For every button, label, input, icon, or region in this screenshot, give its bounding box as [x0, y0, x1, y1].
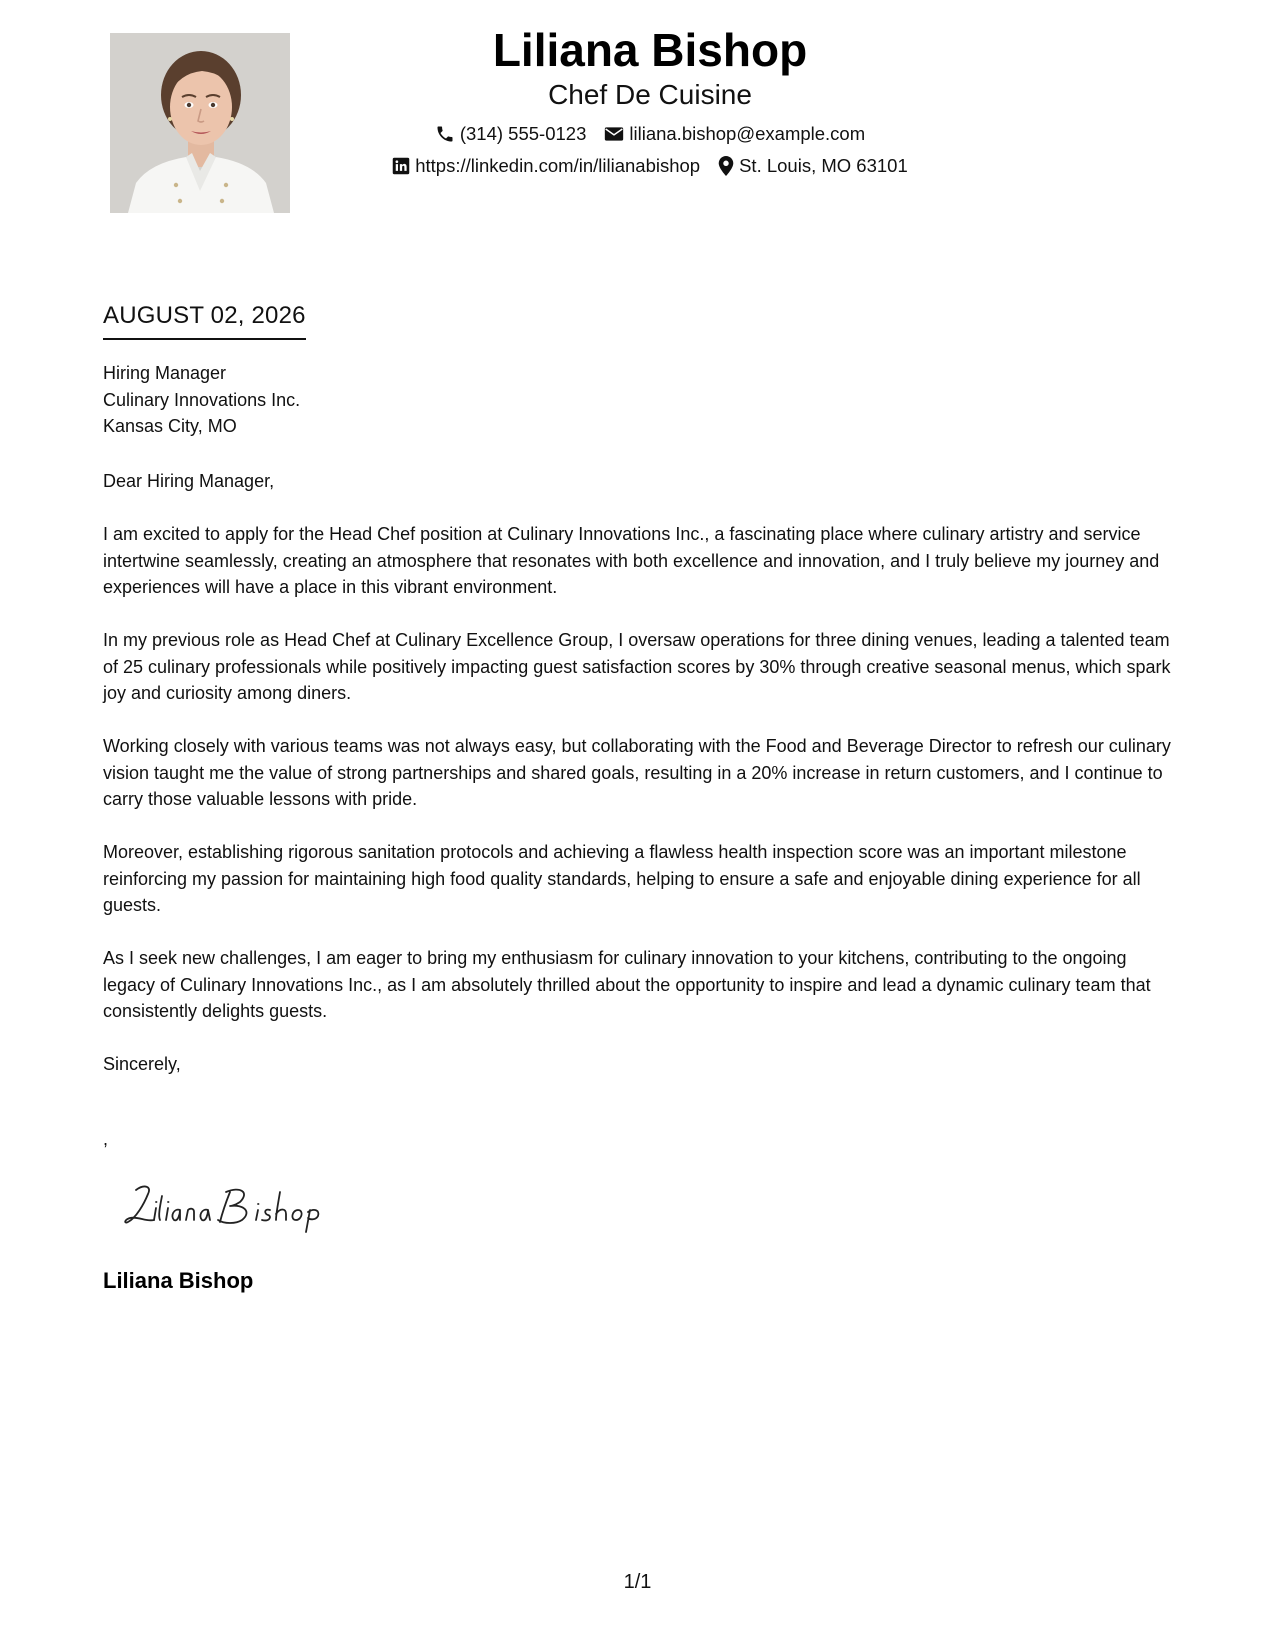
salutation: Dear Hiring Manager, — [103, 471, 275, 491]
page-number: 1/1 — [623, 1571, 652, 1593]
email-text: liliana.bishop@example.com — [629, 123, 866, 144]
letter-date: AUGUST 02, 2026 — [103, 300, 306, 340]
body-paragraph: I am excited to apply for the Head Chef position at Culinary Innovations Inc., a fascinating place where culinary artistry and service intertwine seamlessly, creating an atmosphere that resonates with both excellence and innovation, and I truly believe my journey and experiences will have a place in this vibrant environment. — [103, 524, 1160, 597]
contact-row-1 — [340, 122, 960, 146]
signature-image — [118, 1178, 348, 1238]
contact-phone[interactable] — [435, 122, 587, 146]
envelope-icon — [604, 126, 624, 142]
applicant-name: Liliana Bishop — [492, 24, 808, 76]
body-paragraph: Working closely with various teams was not always easy, but collaborating with the Food and Beverage Director to refresh our culinary vision taught me the value of strong partnerships and shared goals, resulting in a 20% increase in return customers, and I continue to carry those valuable lessons with pride. — [103, 736, 1171, 809]
comma-line: , — [103, 1129, 109, 1149]
map-pin-icon — [718, 156, 734, 176]
letter-body — [103, 468, 1178, 1104]
recipient-line: Hiring Manager — [103, 363, 227, 383]
job-title: Chef De Cuisine — [548, 79, 752, 110]
signer-name: Liliana Bishop — [103, 1268, 254, 1293]
recipient-company: Culinary Innovations Inc. — [103, 389, 301, 410]
profile-photo — [110, 33, 290, 213]
handwritten-signature — [118, 1178, 348, 1243]
phone-text: (314) 555-0123 — [459, 123, 587, 144]
body-paragraph: In my previous role as Head Chef at Culinary Excellence Group, I oversaw operations for three dining venues, leading a talented team of 25 culinary professionals while positively impacting guest satisfaction scores by 30% through creative seasonal menus, which spark joy and curiosity among diners. — [103, 630, 1171, 703]
contact-row-2 — [340, 154, 960, 178]
linkedin-text: https://linkedin.com/in/lilianabishop — [415, 155, 701, 176]
contact-linkedin[interactable] — [392, 154, 700, 178]
chef-portrait-image — [110, 33, 290, 213]
resume-header — [340, 22, 960, 178]
body-paragraph: As I seek new challenges, I am eager to bring my enthusiasm for culinary innovation to your kitchens, contributing to the ongoing legacy of Culinary Innovations Inc., as I am absolutely thrilled about the opportunity to inspire and lead a dynamic culinary team that consistently delights guests. — [103, 948, 1151, 1021]
location-text: St. Louis, MO 63101 — [739, 155, 908, 176]
linkedin-icon — [392, 157, 410, 175]
contact-location — [718, 154, 908, 178]
contact-email[interactable] — [604, 122, 865, 146]
body-paragraph: Moreover, establishing rigorous sanitation protocols and achieving a flawless health inspection score was an important milestone reinforcing my passion for maintaining high food quality standards, helping to ensure a safe and enjoyable dining experience for all guests. — [103, 842, 1141, 915]
phone-icon — [435, 124, 455, 144]
recipient-address — [103, 360, 300, 440]
closing: Sincerely, — [103, 1054, 181, 1074]
recipient-location: Kansas City, MO — [103, 416, 237, 436]
